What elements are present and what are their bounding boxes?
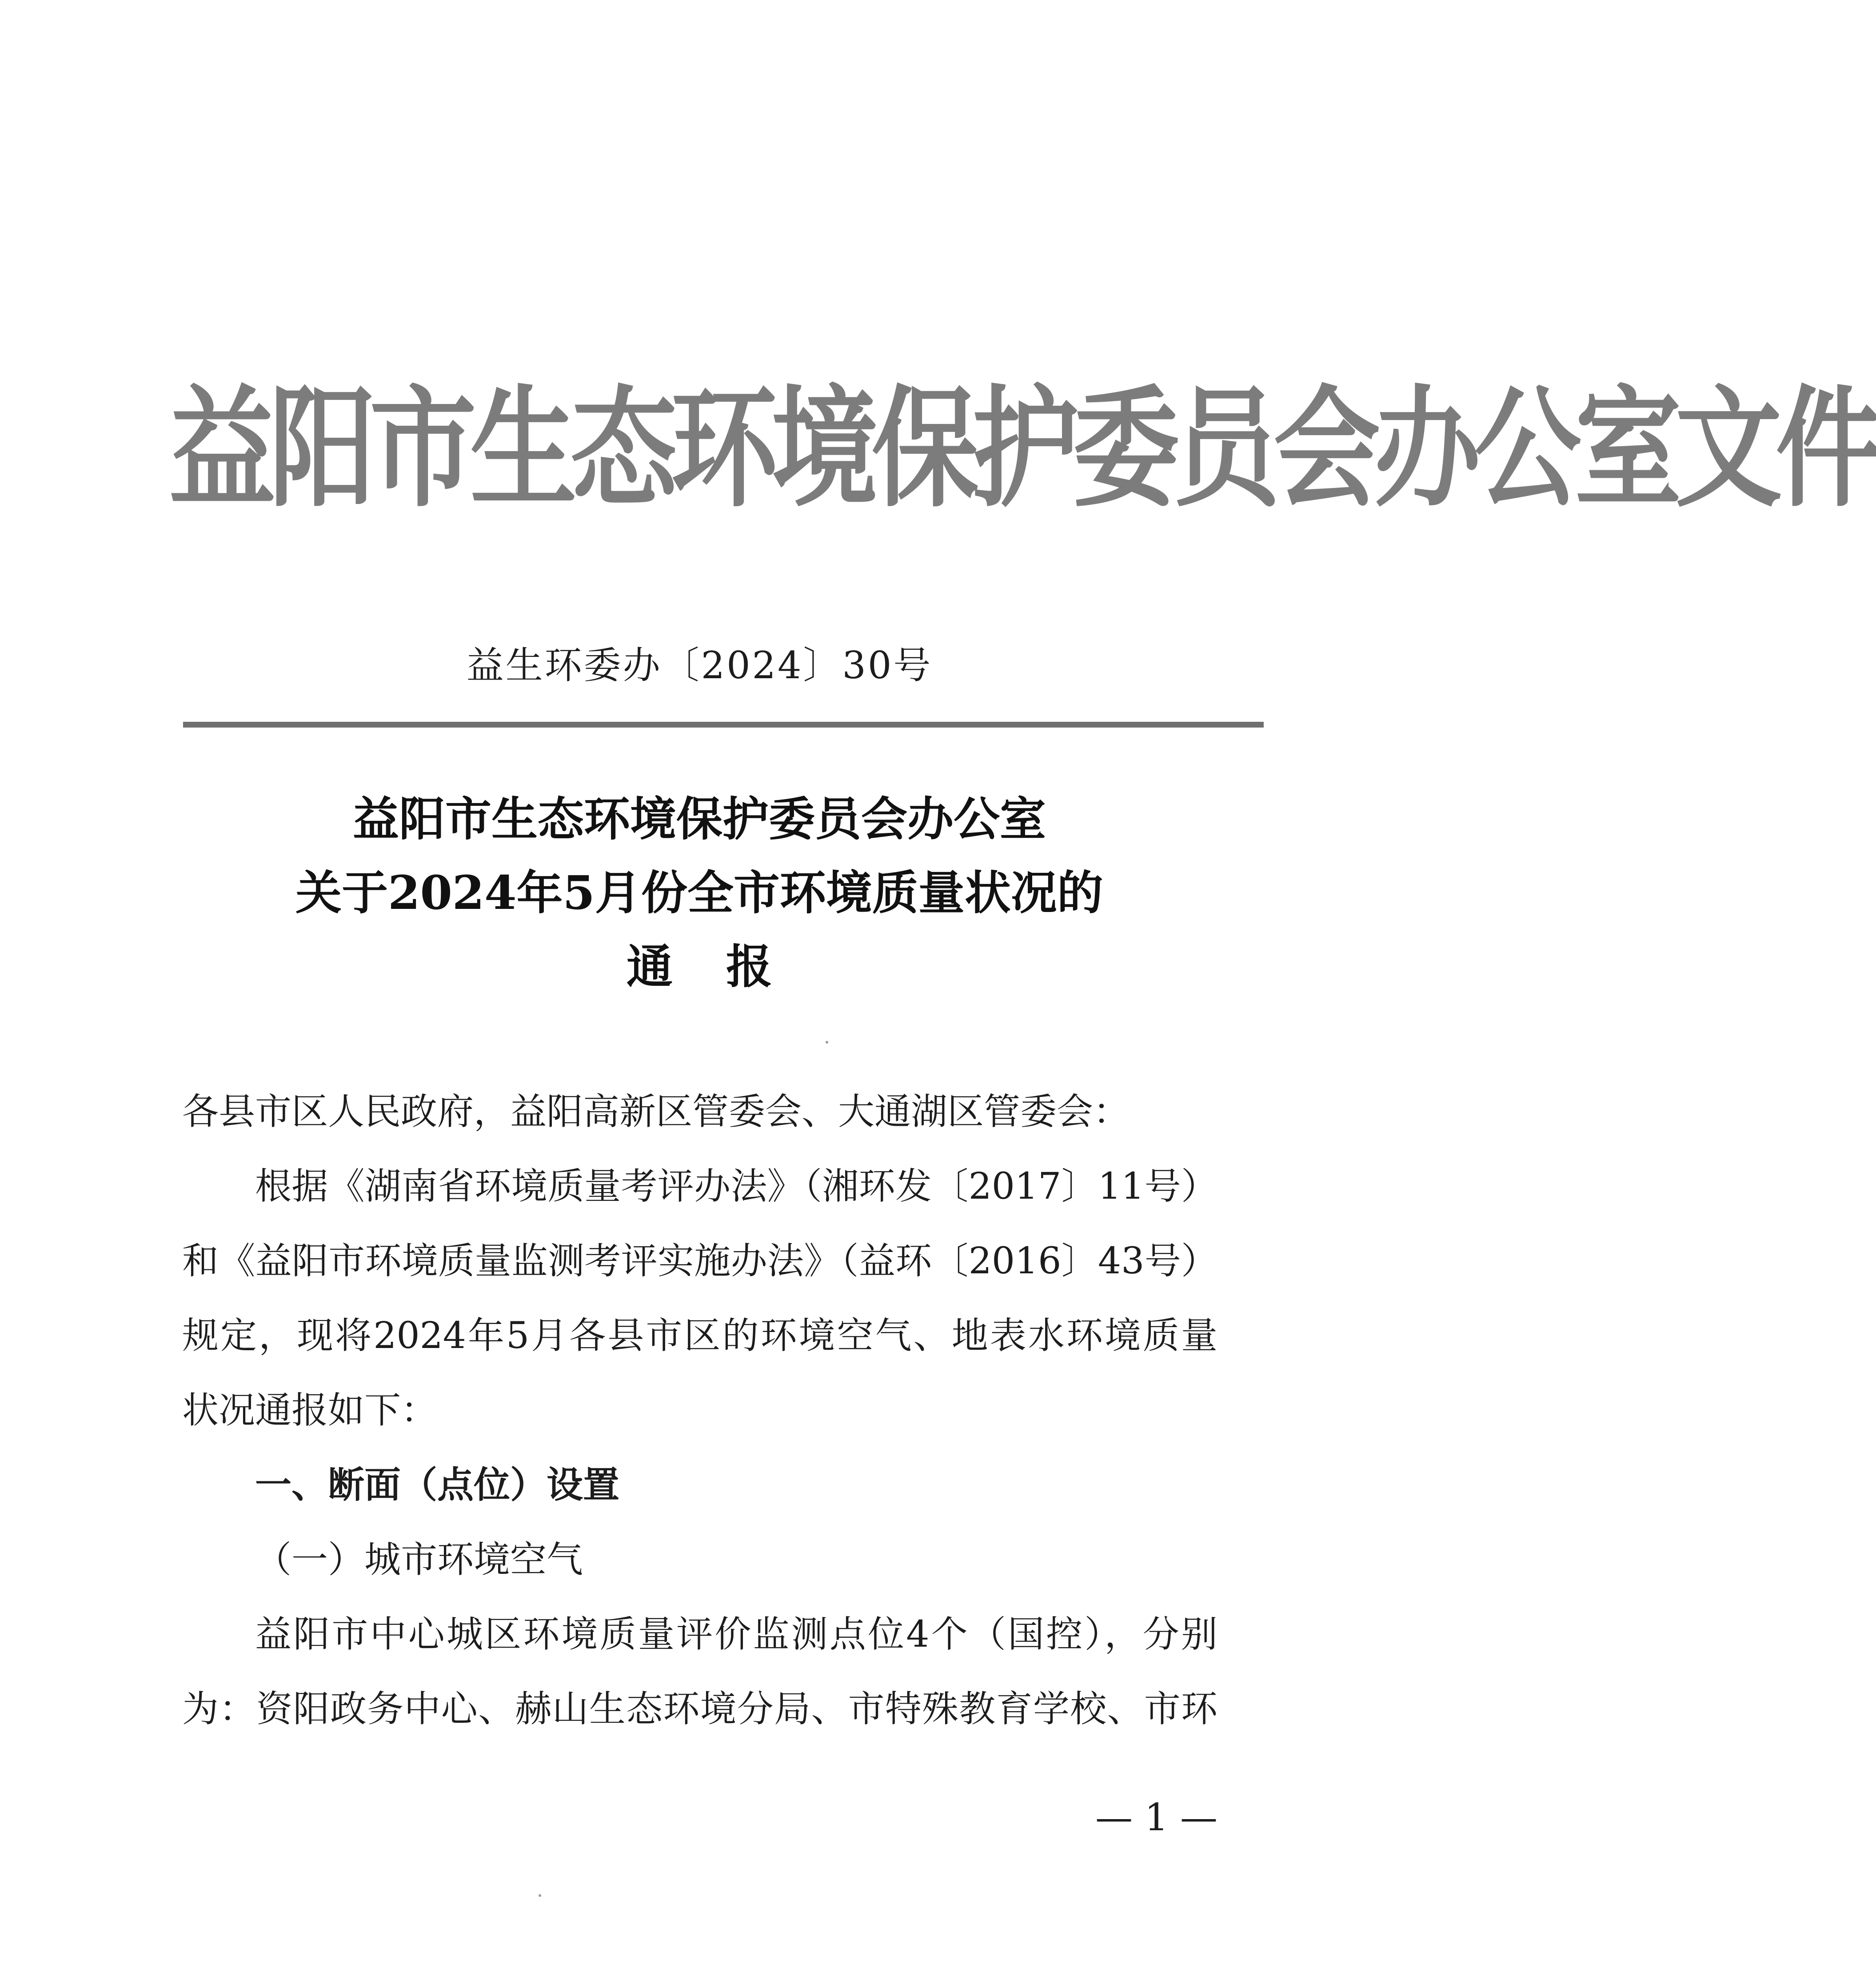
letterhead-char: 员 xyxy=(1173,373,1274,525)
paragraph-line: 规定，现将2024年5月各县市区的环境空气、地表水环境质量 xyxy=(182,1315,1217,1357)
subsection-heading: （一）城市环境空气 xyxy=(255,1539,583,1581)
letterhead-char: 环 xyxy=(671,373,772,525)
letterhead-char: 益 xyxy=(169,373,270,525)
notice-title xyxy=(0,782,1399,1004)
letterhead-char: 室 xyxy=(1575,373,1676,525)
letterhead-char: 生 xyxy=(470,373,571,525)
title-line-1: 益阳市生态环境保护委员会办公室 xyxy=(352,792,1046,846)
letterhead-divider xyxy=(183,722,1264,728)
document-number: 益生环委办〔2024〕30号 xyxy=(466,644,933,687)
scan-speck xyxy=(539,1894,541,1897)
letterhead-char: 公 xyxy=(1474,373,1575,525)
body-text xyxy=(182,1075,1217,1747)
paragraph-line: 和《益阳市环境质量监测考评实施办法》（益环〔2016〕43号） xyxy=(182,1240,1217,1282)
section-heading: 一、断面（点位）设置 xyxy=(255,1464,620,1506)
scan-speck xyxy=(826,1041,828,1044)
letterhead-title xyxy=(169,368,1876,530)
paragraph-line: 益阳市中心城区环境质量评价监测点位4个（国控），分别 xyxy=(255,1613,1217,1656)
letterhead-char: 护 xyxy=(972,373,1073,525)
salutation: 各县市区人民政府，益阳高新区管委会、大通湖区管委会： xyxy=(182,1091,1130,1133)
letterhead-char: 委 xyxy=(1073,373,1173,525)
paragraph-line: 根据《湖南省环境质量考评办法》（湘环发〔2017〕11号） xyxy=(255,1165,1217,1208)
paragraph-line: 状况通报如下： xyxy=(182,1389,438,1432)
paragraph-line: 为：资阳政务中心、赫山生态环境分局、市特殊教育学校、市环 xyxy=(182,1688,1217,1730)
title-line-3: 通报 xyxy=(626,939,826,994)
letterhead-char: 文 xyxy=(1675,373,1776,525)
letterhead-char: 境 xyxy=(771,373,872,525)
letterhead-char: 态 xyxy=(571,373,671,525)
letterhead-char: 办 xyxy=(1374,373,1475,525)
letterhead-char: 阳 xyxy=(269,373,370,525)
letterhead-char: 会 xyxy=(1273,373,1374,525)
page-number: — 1 — xyxy=(1095,1796,1217,1839)
letterhead-char: 保 xyxy=(872,373,973,525)
letterhead-char: 件 xyxy=(1776,373,1876,525)
title-line-2: 关于2024年5月份全市环境质量状况的 xyxy=(295,865,1103,920)
letterhead-char: 市 xyxy=(370,373,471,525)
